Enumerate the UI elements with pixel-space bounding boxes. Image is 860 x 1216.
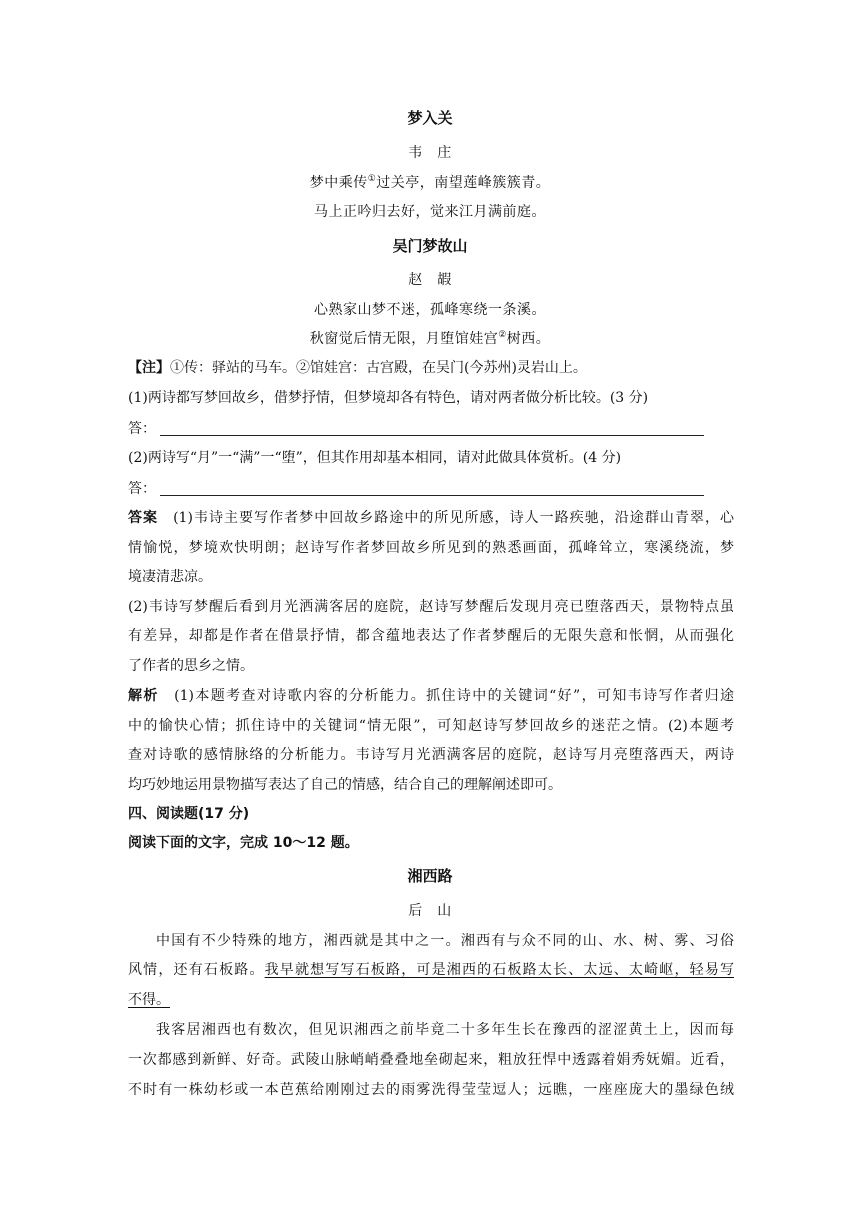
poem1-line-1-b: 过关亭，南望莲峰簇簇青。 xyxy=(376,175,551,191)
poem2-line-2 xyxy=(0,329,860,349)
analysis-text-1: (1)本题考查对诗歌内容的分析能力。抓住诗中的关键词“好”，可知韦诗写作者归途 xyxy=(174,688,735,704)
analysis-line-3: 查对诗歌的感情脉络的分析能力。韦诗写月光洒满客居的庭院，赵诗写月亮堕落西天，两诗 xyxy=(128,747,734,763)
footnote-marker-2: ② xyxy=(498,330,507,340)
answer-line-6: 了作者的思乡之情。 xyxy=(128,658,254,674)
analysis-line-2: 中的愉快心情；抓住诗中的关键词“情无限”，可知赵诗写梦回故乡的迷茫之情。(2)本题考 xyxy=(128,718,734,734)
section-4-heading: 四、阅读题(17 分) xyxy=(128,806,250,822)
essay-p1-line-3 xyxy=(128,990,734,1010)
poem2-line-2-b: 树西。 xyxy=(506,331,551,347)
underlined-sentence-part-1: 我早就想写写石板路，可是湘西的石板路太长、太远、太崎岖，轻易写 xyxy=(264,962,735,978)
poem2-author: 赵 嘏 xyxy=(408,272,452,288)
answer-line-4: (2)韦诗写梦醒后看到月光洒满客居的庭院，赵诗写梦醒后发现月亮已堕落西天，景物特点虽 xyxy=(128,599,734,615)
essay-p1-line-1: 中国有不少特殊的地方，湘西就是其中之一。湘西有与众不同的山、水、树、雾、习俗 xyxy=(156,933,734,949)
analysis-line-4: 均巧妙地运用景物描写表达了自己的情感，结合自己的理解阐述即可。 xyxy=(128,777,562,793)
analysis-label: 解析 xyxy=(128,688,159,704)
poem1-title: 梦入关 xyxy=(407,109,453,127)
essay-p1-line-2-a: 风情，还有石板路。 xyxy=(128,962,265,978)
question-2-answer-label: 答： xyxy=(128,481,156,497)
poem2-title: 吴门梦故山 xyxy=(392,237,468,255)
essay-p2-line-3: 不时有一株幼杉或一本芭蕉给刚刚过去的雨雾洗得莹莹逗人；远瞧，一座座庞大的墨绿色绒 xyxy=(128,1082,734,1098)
answer-line-1 xyxy=(160,435,704,436)
answer-line-5: 有差异，却都是作者在借景抒情，都含蕴地表达了作者梦醒后的无限失意和怅惘，从而强化 xyxy=(128,628,734,644)
note-text: ①传：驿站的马车。②馆娃宫：古宫殿，在吴门(今苏州)灵岩山上。 xyxy=(170,360,587,376)
footnote-marker-1: ① xyxy=(367,174,377,184)
answer-line-2: 情愉悦，梦境欢快明朗；赵诗写作者梦回故乡所见到的熟悉画面，孤峰耸立，寒溪绕流，梦 xyxy=(128,540,734,556)
poem1-author: 韦 庄 xyxy=(408,145,452,161)
answer-text-1: (1)韦诗主要写作者梦中回故乡路途中的所见所感，诗人一路疾驰，沿途群山青翠，心 xyxy=(173,510,734,526)
essay-author: 后 山 xyxy=(408,903,452,919)
analysis-line-1 xyxy=(128,686,734,706)
note-line xyxy=(128,358,734,378)
poem1-line-1-a: 梦中乘传 xyxy=(309,175,368,191)
question-1: (1)两诗都写梦回故乡，借梦抒情，但梦境却各有特色，请对两者做分析比较。(3 分) xyxy=(128,390,649,406)
essay-p2-line-2: 一次都感到新鲜、好奇。武陵山脉峭峭叠叠地垒砌起来，粗放狂悍中透露着娟秀妩媚。近看， xyxy=(128,1052,734,1068)
answer-label: 答案 xyxy=(128,510,159,526)
section-4-instruction: 阅读下面的文字，完成 10～12 题。 xyxy=(128,835,359,851)
answer-line-3: 境凄清悲凉。 xyxy=(128,569,212,585)
underlined-sentence-part-2: 不得。 xyxy=(128,992,170,1008)
answer-line-1 xyxy=(128,508,734,528)
answer-line-2 xyxy=(160,495,704,496)
essay-p2-line-1: 我客居湘西也有数次，但见识湘西之前毕竟二十多年生长在豫西的涩涩黄土上，因而每 xyxy=(156,1022,734,1038)
poem1-line-1 xyxy=(0,173,860,193)
essay-title: 湘西路 xyxy=(407,867,453,885)
question-2: (2)两诗写“月”一“满”一“堕”，但其作用却基本相同，请对此做具体赏析。(4 分) xyxy=(128,450,622,466)
poem1-line-2: 马上正吟归去好，觉来江月满前庭。 xyxy=(314,204,546,220)
essay-p1-line-2 xyxy=(128,960,734,980)
poem2-line-1: 心熟家山梦不迷，孤峰寒绕一条溪。 xyxy=(314,302,546,318)
question-1-answer-label: 答： xyxy=(128,421,156,437)
note-label: 【注】 xyxy=(128,360,170,376)
poem2-line-2-a: 秋窗觉后情无限，月堕馆娃宫 xyxy=(309,331,499,347)
